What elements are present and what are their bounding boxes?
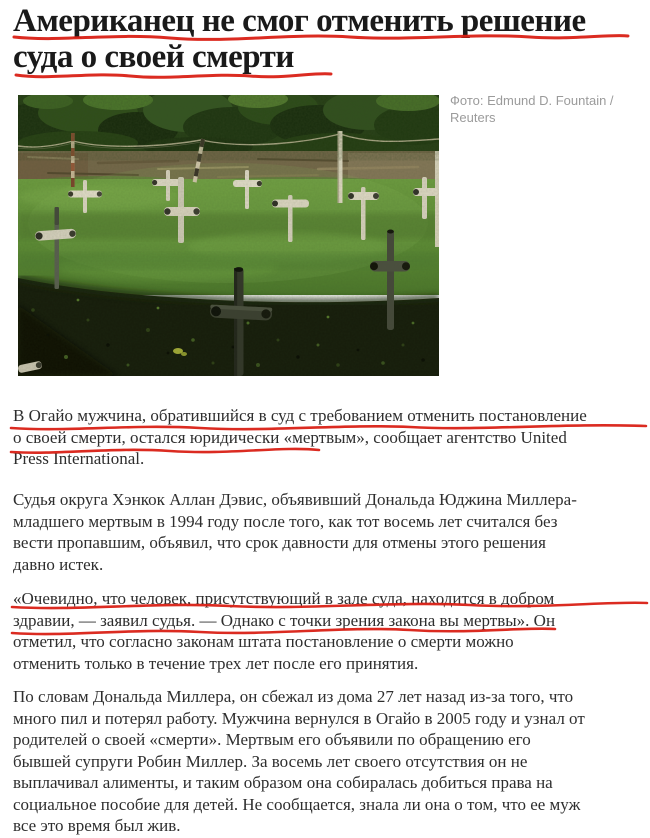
title-line-1: Американец не смог отменить решение [13,3,586,39]
paragraph-line: В Огайо мужчина, обратившийся в суд с требованием отменить постановление [13,406,587,425]
paragraph-line: все это время был жив. [13,816,181,835]
paragraph-line: «Очевидно, что человек, присутствующий в зале суда, находится в добром [13,589,555,608]
paragraph-line: вести пропавшим, объявил, что срок давности для отмены этого решения [13,533,546,552]
cemetery-photo-illustration [18,95,439,376]
article-title [13,3,643,75]
photo-credit-line-1: Фото: Edmund D. Fountain / [450,93,614,108]
paragraph-line: отменить только в течение трех лет после его принятия. [13,653,419,673]
photo-credit-line-2: Reuters [450,109,496,125]
paragraph-line: бывшей супруги Робин Миллер. За восемь лет своего отсутствия он не [13,751,528,771]
paragraph-line: По словам Дональда Миллера, он сбежал из дома 27 лет назад из-за того, что [13,687,574,706]
paragraph-line: Press International. [13,449,145,468]
paragraph-3 [13,588,555,674]
title-line-2: суда о своей смерти [13,39,294,75]
paragraph-4 [13,686,585,837]
paragraph-2 [13,489,577,575]
paragraph-line: давно истек. [13,554,104,574]
paragraph-line: родителей о своей «смерти». Мертвым его объявили по обращению его [13,730,531,749]
paragraph-line: социальное пособие для детей. Не сообщается, знала ли она о том, что ее муж [13,794,581,814]
paragraph-1 [13,405,587,470]
paragraph-line: о своей смерти, остался юридически «мертвым», сообщает агентство United [13,427,567,447]
photo-credit [450,93,640,126]
paragraph-line: здравии, — заявил судья. — Однако с точки зрения закона вы мертвы». Он [13,610,556,630]
paragraph-line: младшего мертвым в 1994 году после того, как тот восемь лет считался без [13,511,558,531]
paragraph-line: выплачивал алименты, и таким образом она собиралась добиться права на [13,773,553,792]
paragraph-line: отметил, что согласно законам штата постановление о смерти можно [13,632,514,651]
article-photo [18,95,439,376]
paragraph-line: Судья округа Хэнкок Аллан Дэвис, объявивший Дональда Юджина Миллера- [13,490,577,509]
paragraph-line: много пил и потерял работу. Мужчина вернулся в Огайо в 2005 году и узнал от [13,708,585,728]
